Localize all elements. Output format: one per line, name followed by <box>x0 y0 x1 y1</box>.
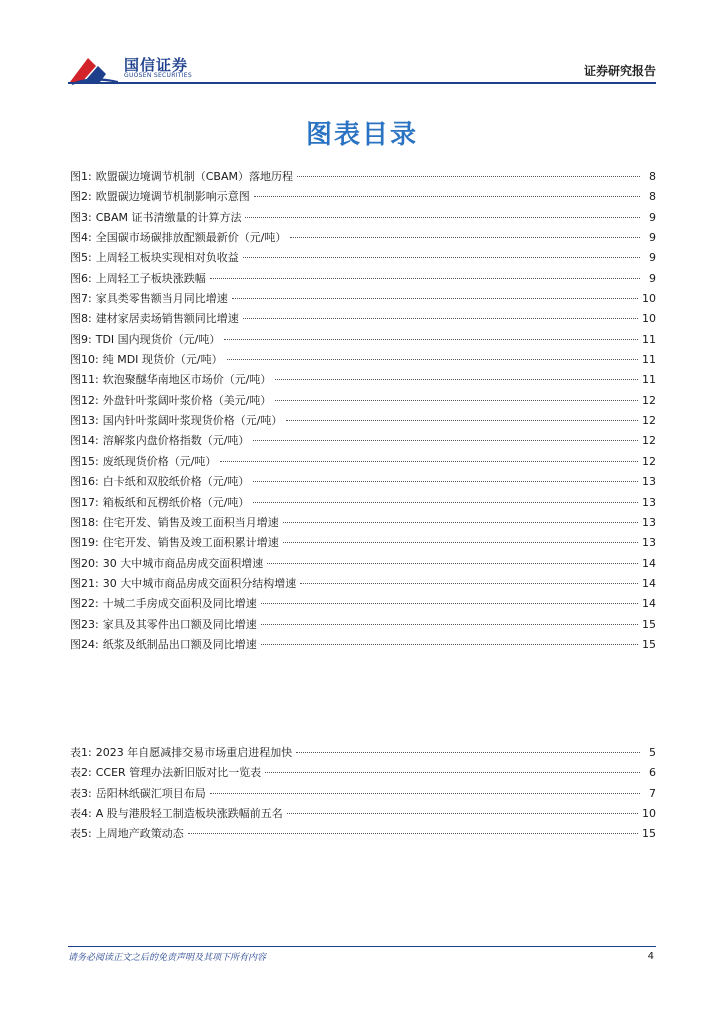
toc-entry-label: 图13: <box>70 414 99 428</box>
figure-toc-entry[interactable] <box>70 292 656 312</box>
figure-list <box>70 170 656 658</box>
toc-dot-leader <box>220 461 638 462</box>
figure-toc-entry[interactable] <box>70 496 656 516</box>
toc-dot-leader <box>245 217 640 218</box>
toc-dot-leader <box>300 583 638 584</box>
toc-entry-title: 欧盟碳边境调节机制影响示意图 <box>95 190 250 204</box>
toc-entry-title: 上周轻工板块实现相对负收益 <box>95 251 239 265</box>
figure-toc-entry[interactable] <box>70 251 656 271</box>
toc-entry-label: 图7: <box>70 292 92 306</box>
figure-toc-entry[interactable] <box>70 577 656 597</box>
toc-entry-page: 10 <box>642 807 656 821</box>
figure-toc-entry[interactable] <box>70 618 656 638</box>
figure-toc-entry[interactable] <box>70 638 656 658</box>
table-toc-entry[interactable] <box>70 787 656 807</box>
logo-chinese-name: 国信证券 <box>124 56 189 74</box>
toc-entry-label: 图14: <box>70 434 99 448</box>
figure-toc-entry[interactable] <box>70 536 656 556</box>
toc-entry-title: 全国碳市场碳排放配额最新价（元/吨） <box>95 231 287 245</box>
disclaimer-note: 请务必阅读正文之后的免责声明及其项下所有内容 <box>68 953 267 963</box>
page-header <box>0 0 724 90</box>
toc-dot-leader <box>286 420 638 421</box>
toc-dot-leader <box>297 176 640 177</box>
toc-dot-leader <box>261 603 638 604</box>
toc-entry-title: 住宅开发、销售及竣工面积累计增速 <box>102 536 279 550</box>
toc-entry-page: 9 <box>649 231 656 245</box>
guosen-logo <box>68 52 208 86</box>
toc-entry-label: 图3: <box>70 210 92 224</box>
toc-entry-page: 14 <box>642 556 656 570</box>
toc-entry-label: 表2: <box>70 766 92 780</box>
toc-entry-label: 图15: <box>70 454 99 468</box>
toc-entry-page: 12 <box>642 454 656 468</box>
toc-entry-title: 30 大中城市商品房成交面积增速 <box>102 556 264 570</box>
toc-entry-label: 图8: <box>70 312 92 326</box>
toc-entry-title: 30 大中城市商品房成交面积分结构增速 <box>102 576 297 590</box>
toc-entry-label: 图18: <box>70 515 99 529</box>
toc-entry-label: 图24: <box>70 637 99 651</box>
figure-toc-entry[interactable] <box>70 434 656 454</box>
toc-dot-leader <box>254 196 640 197</box>
header-divider <box>68 82 656 84</box>
toc-entry-page: 10 <box>642 312 656 326</box>
toc-entry-page: 15 <box>642 827 656 841</box>
toc-entry-page: 12 <box>642 414 656 428</box>
toc-entry-title: 上周轻工子板块涨跌幅 <box>95 271 206 285</box>
toc-entry-title: 十城二手房成交面积及同比增速 <box>102 597 257 611</box>
toc-entry-title: 国内针叶浆阔叶浆现货价格（元/吨） <box>102 414 283 428</box>
toc-entry-title: 岳阳林纸碳汇项目布局 <box>95 786 206 800</box>
toc-entry-page: 5 <box>649 746 656 759</box>
toc-entry-title: 建材家居卖场销售额同比增速 <box>95 312 239 326</box>
toc-dot-leader <box>283 542 638 543</box>
toc-entry-title: 2023 年自愿减排交易市场重启进程加快 <box>95 746 293 759</box>
toc-entry-page: 9 <box>649 210 656 224</box>
toc-dot-leader <box>290 237 640 238</box>
figure-toc-entry[interactable] <box>70 597 656 617</box>
toc-dot-leader <box>253 440 638 441</box>
toc-entry-title: 溶解浆内盘价格指数（元/吨） <box>102 434 250 448</box>
toc-entry-page: 15 <box>642 637 656 651</box>
toc-dot-leader <box>232 298 638 299</box>
toc-dot-leader <box>253 502 638 503</box>
toc-entry-label: 图4: <box>70 231 92 245</box>
toc-entry-page: 8 <box>649 190 656 204</box>
toc-entry-label: 表3: <box>70 786 92 800</box>
toc-entry-page: 13 <box>642 536 656 550</box>
toc-entry-page: 13 <box>642 495 656 509</box>
figure-toc-entry[interactable] <box>70 190 656 210</box>
toc-dot-leader <box>253 481 638 482</box>
toc-entry-label: 图9: <box>70 332 92 346</box>
toc-entry-label: 表1: <box>70 746 92 759</box>
toc-dot-leader <box>210 278 640 279</box>
toc-entry-label: 表5: <box>70 827 92 841</box>
toc-entry-page: 13 <box>642 515 656 529</box>
toc-entry-label: 图5: <box>70 251 92 265</box>
toc-entry-label: 图19: <box>70 536 99 550</box>
toc-entry-title: 纸浆及纸制品出口额及同比增速 <box>102 637 257 651</box>
toc-entry-label: 图22: <box>70 597 99 611</box>
table-toc-entry[interactable] <box>70 827 656 847</box>
toc-entry-page: 7 <box>649 786 656 800</box>
figure-toc-entry[interactable] <box>70 373 656 393</box>
toc-entry-label: 图23: <box>70 617 99 631</box>
toc-entry-label: 图1: <box>70 170 92 183</box>
page-number: 4 <box>647 951 654 962</box>
toc-entry-page: 14 <box>642 597 656 611</box>
toc-entry-title: 住宅开发、销售及竣工面积当月增速 <box>102 515 279 529</box>
toc-entry-title: 外盘针叶浆阔叶浆价格（美元/吨） <box>102 393 272 407</box>
toc-entry-page: 15 <box>642 617 656 631</box>
figure-toc-entry[interactable] <box>70 516 656 536</box>
toc-dot-leader <box>265 772 640 773</box>
toc-dot-leader <box>188 833 638 834</box>
toc-entry-title: 纯 MDI 现货价（元/吨） <box>102 353 223 367</box>
toc-entry-title: 上周地产政策动态 <box>95 827 184 841</box>
toc-dot-leader <box>275 400 638 401</box>
figure-toc-entry[interactable] <box>70 353 656 373</box>
toc-dot-leader <box>261 624 638 625</box>
toc-entry-page: 9 <box>649 251 656 265</box>
page-title: 图表目录 <box>305 120 418 150</box>
toc-entry-page: 11 <box>642 373 656 387</box>
toc-entry-page: 9 <box>649 271 656 285</box>
figure-toc-entry[interactable] <box>70 414 656 434</box>
toc-entry-label: 图16: <box>70 475 99 489</box>
toc-dot-leader <box>210 793 640 794</box>
toc-entry-page: 8 <box>649 170 656 183</box>
guosen-logo-mark-icon <box>68 52 120 86</box>
figure-toc-entry[interactable] <box>70 272 656 292</box>
toc-entry-title: 箱板纸和瓦楞纸价格（元/吨） <box>102 495 250 509</box>
toc-entry-title: 欧盟碳边境调节机制（CBAM）落地历程 <box>95 170 293 183</box>
toc-dot-leader <box>227 359 638 360</box>
toc-dot-leader <box>224 339 638 340</box>
figure-toc-entry[interactable] <box>70 455 656 475</box>
toc-entry-page: 12 <box>642 434 656 448</box>
toc-entry-page: 11 <box>642 332 656 346</box>
toc-entry-label: 表4: <box>70 807 92 821</box>
toc-entry-page: 11 <box>642 353 656 367</box>
toc-dot-leader <box>243 318 638 319</box>
toc-entry-title: 家具及其零件出口额及同比增速 <box>102 617 257 631</box>
toc-entry-page: 6 <box>649 766 656 780</box>
toc-entry-label: 图11: <box>70 373 99 387</box>
figure-toc-entry[interactable] <box>70 333 656 353</box>
toc-entry-title: A 股与港股轻工制造板块涨跌幅前五名 <box>95 807 283 821</box>
figure-toc-entry[interactable] <box>70 231 656 251</box>
toc-entry-label: 图17: <box>70 495 99 509</box>
table-toc-entry[interactable] <box>70 807 656 827</box>
figure-toc-entry[interactable] <box>70 475 656 495</box>
toc-dot-leader <box>283 522 638 523</box>
toc-entry-title: 家具类零售额当月同比增速 <box>95 292 228 306</box>
figure-toc-entry[interactable] <box>70 211 656 231</box>
toc-entry-label: 图20: <box>70 556 99 570</box>
toc-entry-page: 10 <box>642 292 656 306</box>
figure-toc-entry[interactable] <box>70 312 656 332</box>
toc-entry-label: 图2: <box>70 190 92 204</box>
toc-entry-title: 废纸现货价格（元/吨） <box>102 454 217 468</box>
toc-entry-label: 图10: <box>70 353 99 367</box>
toc-dot-leader <box>261 644 638 645</box>
toc-entry-page: 13 <box>642 475 656 489</box>
toc-dot-leader <box>267 563 638 564</box>
toc-entry-title: CCER 管理办法新旧版对比一览表 <box>95 766 262 780</box>
toc-entry-label: 图21: <box>70 576 99 590</box>
toc-entry-page: 14 <box>642 576 656 590</box>
toc-entry-title: TDI 国内现货价（元/吨） <box>95 332 221 346</box>
figure-toc-entry[interactable] <box>70 170 656 190</box>
toc-dot-leader <box>296 752 640 753</box>
toc-entry-title: CBAM 证书清缴量的计算方法 <box>95 210 242 224</box>
report-type: 证券研究报告 <box>583 64 656 78</box>
figure-toc-entry[interactable] <box>70 394 656 414</box>
table-toc-entry[interactable] <box>70 766 656 786</box>
footer-divider <box>68 946 656 947</box>
toc-entry-label: 图12: <box>70 393 99 407</box>
toc-entry-label: 图6: <box>70 271 92 285</box>
toc-entry-title: 白卡纸和双胶纸价格（元/吨） <box>102 475 250 489</box>
table-toc-entry[interactable] <box>70 746 656 766</box>
toc-dot-leader <box>275 379 638 380</box>
toc-entry-title: 软泡聚醚华南地区市场价（元/吨） <box>102 373 272 387</box>
toc-dot-leader <box>243 257 640 258</box>
figure-toc-entry[interactable] <box>70 557 656 577</box>
table-list <box>70 746 656 848</box>
logo-english-name: GUOSEN SECURITIES <box>124 72 193 79</box>
toc-dot-leader <box>287 813 638 814</box>
toc-entry-page: 12 <box>642 393 656 407</box>
